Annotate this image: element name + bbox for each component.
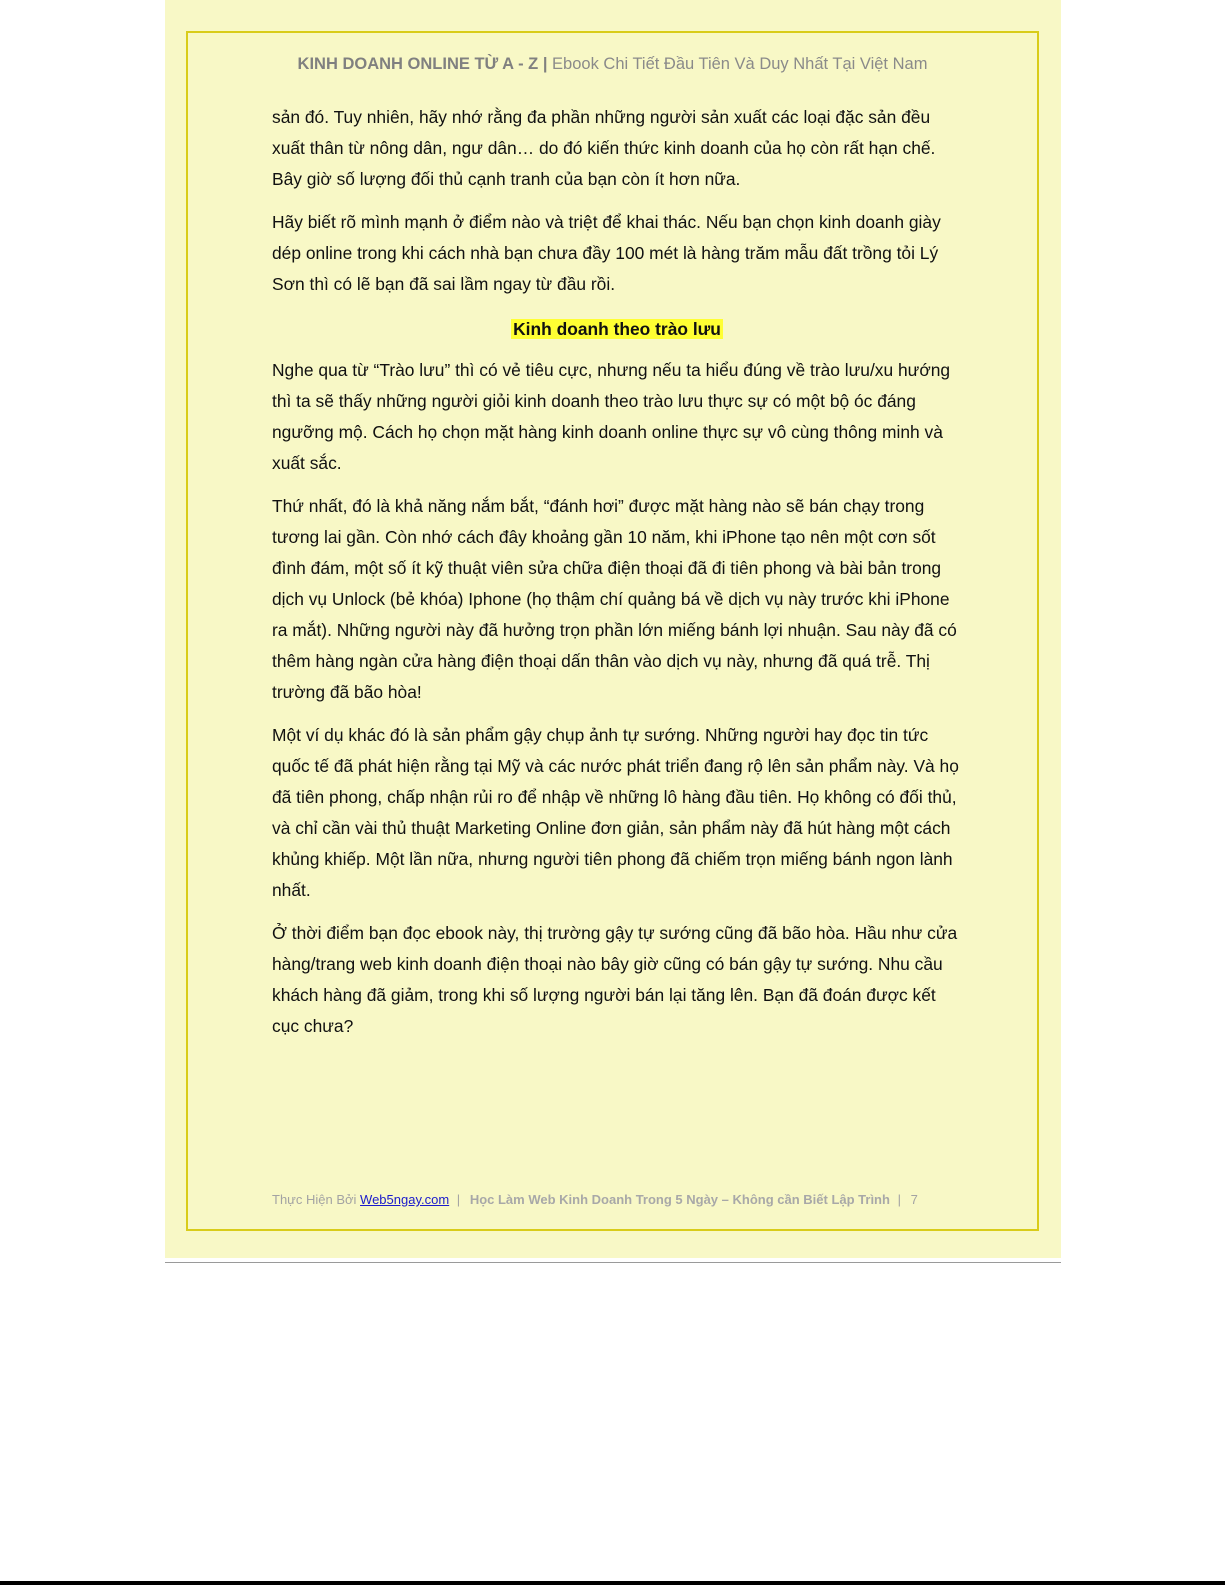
page-content bbox=[272, 102, 962, 1054]
footer-separator: | bbox=[897, 1192, 901, 1207]
paragraph-6: Ở thời điểm bạn đọc ebook này, thị trường gậy tự sướng cũng đã bão hòa. Hầu như cửa hàng/trang web kinh doanh điện thoại nào bây giờ cũng có bán gậy tự sướng. Nhu cầu khách hàng đã giảm, trong khi số lượng người bán lại tăng lên. Bạn đã đoán được kết cục chưa? bbox=[272, 923, 958, 1036]
page-divider bbox=[165, 1262, 1061, 1263]
paragraph-1: sản đó. Tuy nhiên, hãy nhớ rằng đa phần những người sản xuất các loại đặc sản đều xuất thân từ nông dân, ngư dân… do đó kiến thức kinh doanh của họ còn rất hạn chế. Bây giờ số lượng đối thủ cạnh tranh của bạn còn ít hơn nữa. bbox=[272, 107, 936, 189]
header-title: KINH DOANH ONLINE TỪ A - Z | bbox=[297, 55, 548, 73]
footer-prefix: Thực Hiện Bởi bbox=[272, 1192, 357, 1207]
paragraph-5: Một ví dụ khác đó là sản phẩm gậy chụp ảnh tự sướng. Những người hay đọc tin tức quốc tế đã phát hiện rằng tại Mỹ và các nước phát triển đang rộ lên sản phẩm này. Và họ đã tiên phong, chấp nhận rủi ro để nhập về những lô hàng đầu tiên. Họ không có đối thủ, và chỉ cần vài thủ thuật Marketing Online đơn giản, sản phẩm này đã hút hàng một cách khủng khiếp. Một lần nữa, nhưng người tiên phong đã chiếm trọn miếng bánh ngon lành nhất. bbox=[272, 725, 959, 900]
section-heading: Kinh doanh theo trào lưu bbox=[513, 319, 721, 339]
paragraph-3: Nghe qua từ “Trào lưu” thì có vẻ tiêu cực, nhưng nếu ta hiểu đúng về trào lưu/xu hướng thì ta sẽ thấy những người giỏi kinh doanh theo trào lưu thực sự có một bộ óc đáng ngưỡng mộ. Cách họ chọn mặt hàng kinh doanh online thực sự vô cùng thông minh và xuất sắc. bbox=[272, 360, 951, 473]
page-header bbox=[188, 55, 1037, 74]
bottom-edge-bar bbox=[0, 1581, 1225, 1585]
paragraph-4: Thứ nhất, đó là khả năng nắm bắt, “đánh hơi” được mặt hàng nào sẽ bán chạy trong tương lai gần. Còn nhớ cách đây khoảng gần 10 năm, khi iPhone tạo nên một cơn sốt đình đám, một số ít kỹ thuật viên sửa chữa điện thoại đã đi tiên phong và bài bản trong dịch vụ Unlock (bẻ khóa) Iphone (họ thậm chí quảng bá về dịch vụ này trước khi iPhone ra mắt). Những người này đã hưởng trọn phần lớn miếng bánh lợi nhuận. Sau này đã có thêm hàng ngàn cửa hàng điện thoại dấn thân vào dịch vụ này, nhưng đã quá trễ. Thị trường đã bão hòa! bbox=[272, 496, 957, 702]
footer-tagline: Học Làm Web Kinh Doanh Trong 5 Ngày – Không cần Biết Lập Trình bbox=[469, 1192, 890, 1207]
header-subtitle: Ebook Chi Tiết Đầu Tiên Và Duy Nhất Tại Việt Nam bbox=[552, 55, 928, 73]
page-footer bbox=[272, 1192, 918, 1207]
footer-separator: | bbox=[456, 1192, 461, 1207]
section-heading-wrap bbox=[272, 312, 962, 345]
page-number: 7 bbox=[910, 1192, 918, 1207]
paragraph-2: Hãy biết rõ mình mạnh ở điểm nào và triệt để khai thác. Nếu bạn chọn kinh doanh giày dép online trong khi cách nhà bạn chưa đầy 100 mét là hàng trăm mẫu đất trồng tỏi Lý Sơn thì có lẽ bạn đã sai lầm ngay từ đầu rồi. bbox=[272, 212, 941, 294]
footer-website-link[interactable]: Web5ngay.com bbox=[360, 1192, 450, 1207]
